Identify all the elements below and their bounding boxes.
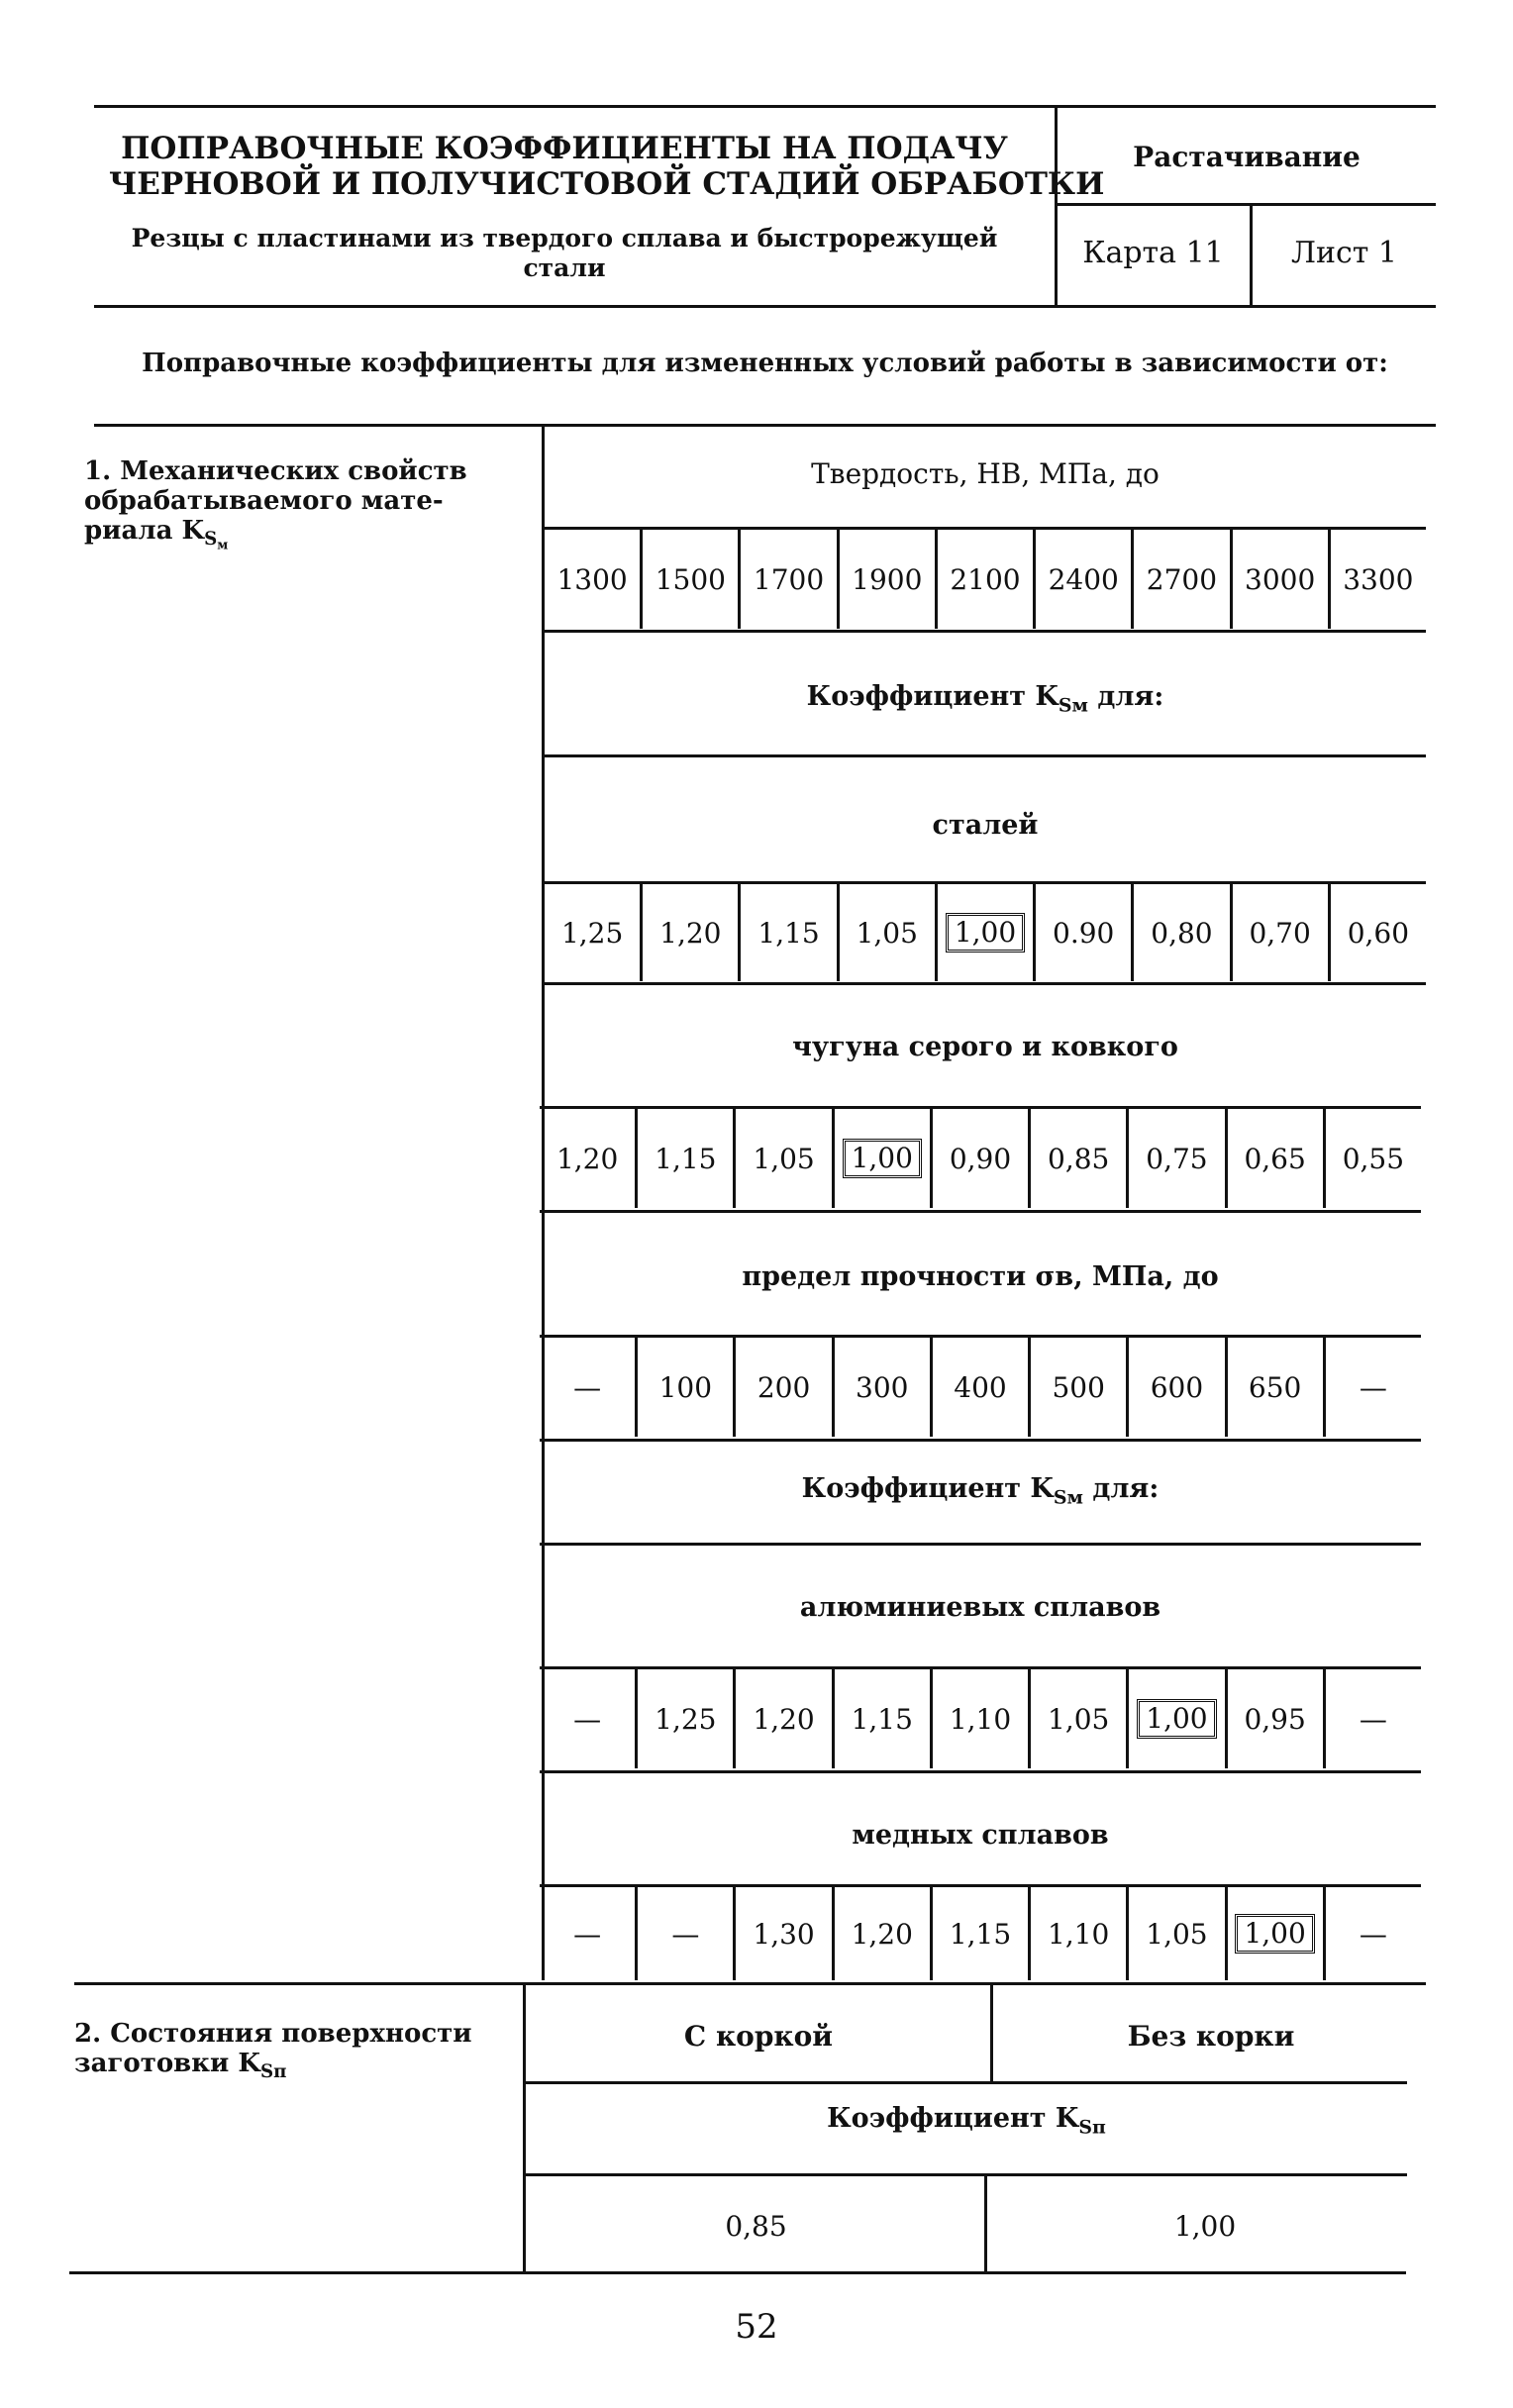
- iron-row: [540, 1109, 1421, 1208]
- section1-label-sub: S: [204, 528, 218, 550]
- hardness-cell: 2400: [1033, 530, 1131, 629]
- section1-bottom-rule: [74, 1982, 1426, 1985]
- section2-value1: 0,85: [725, 2210, 787, 2243]
- hardness-cell: 2700: [1131, 530, 1229, 629]
- hardness-bottom-rule: [545, 630, 1426, 633]
- section2-heading-rule: [526, 2081, 1407, 2084]
- iron-cell: 1,15: [635, 1109, 733, 1208]
- section1-label-line1: 1. Механических свойств: [84, 456, 467, 486]
- iron-cell: 1,20: [555, 1142, 619, 1175]
- strength-cell: 600: [1126, 1338, 1224, 1437]
- coef-heading-suffix: для:: [1097, 681, 1164, 712]
- copper-cell: —: [635, 1887, 733, 1980]
- section2-coef-rule: [526, 2173, 1407, 2176]
- strength-cell: —: [573, 1370, 602, 1404]
- hardness-cell: 2100: [935, 530, 1033, 629]
- sheet-label: Лист 1: [1290, 236, 1398, 270]
- card-label: Карта 11: [1082, 236, 1224, 270]
- copper-cell: 1,05: [1126, 1887, 1224, 1980]
- steel-cell: 0,70: [1230, 884, 1328, 981]
- coef-heading-sub: Sм: [1058, 694, 1088, 717]
- section2-coef-heading: [526, 2103, 1407, 2138]
- aluminum-cell: —: [573, 1702, 602, 1736]
- copper-row: [540, 1887, 1421, 1980]
- aluminum-cell-reference: [1126, 1669, 1224, 1768]
- aluminum-cell: —: [1323, 1669, 1421, 1768]
- coef2-heading-text: Коэффициент K: [801, 1473, 1054, 1504]
- coef2-heading-rule: [540, 1543, 1421, 1546]
- operation-label: Растачивание: [1133, 141, 1361, 173]
- copper-heading: медных сплавов: [852, 1820, 1109, 1851]
- hardness-cell: 3000: [1230, 530, 1328, 629]
- page-number: 52: [735, 2307, 778, 2347]
- section1-label-subsub: м: [217, 538, 229, 553]
- steel-cell: 0,80: [1131, 884, 1229, 981]
- section1-label: [84, 457, 500, 553]
- section2-bottom-rule: [69, 2271, 1406, 2274]
- aluminum-cell: 1,20: [733, 1669, 831, 1768]
- strength-bottom-rule: [540, 1439, 1421, 1442]
- strength-heading: предел прочности σв, МПа, до: [742, 1261, 1219, 1292]
- header-subtitle-line2: стали: [523, 253, 606, 282]
- coef-heading-text: Коэффициент K: [806, 681, 1059, 712]
- coef-heading: [545, 681, 1426, 716]
- aluminum-bottom-rule: [540, 1770, 1421, 1773]
- section2-label-sub: Sп: [259, 2061, 287, 2083]
- steel-cell-reference: [935, 884, 1033, 981]
- iron-cell: 1,05: [733, 1109, 831, 1208]
- copper-cell: 1,10: [1028, 1887, 1126, 1980]
- strength-cell: —: [1323, 1338, 1421, 1437]
- copper-cell: 1,15: [930, 1887, 1028, 1980]
- steel-cell: 1,15: [738, 884, 836, 981]
- aluminum-cell: 1,25: [635, 1669, 733, 1768]
- aluminum-cell: 0,95: [1225, 1669, 1323, 1768]
- header-bottom-rule: [94, 305, 1436, 308]
- iron-cell: 0,90: [930, 1109, 1028, 1208]
- section1-label-line3: риала K: [84, 515, 205, 546]
- strength-cell: 650: [1225, 1338, 1323, 1437]
- iron-cell-reference: [832, 1109, 930, 1208]
- steel-cell: 1,25: [560, 916, 624, 950]
- strength-cell: 300: [832, 1338, 930, 1437]
- reference-box: 1,00: [843, 1139, 922, 1178]
- coef2-heading-suffix: для:: [1092, 1473, 1160, 1504]
- hardness-row: [545, 530, 1426, 629]
- aluminum-cell: 1,15: [832, 1669, 930, 1768]
- section2-col2-heading: Без корки: [1127, 2020, 1295, 2053]
- section2-coef-heading-sub: Sп: [1078, 2116, 1106, 2139]
- header-title-line1: ПОПРАВОЧНЫЕ КОЭФФИЦИЕНТЫ НА ПОДАЧУ: [121, 131, 1008, 166]
- section2-value2: 1,00: [1173, 2210, 1237, 2243]
- steel-heading: сталей: [932, 810, 1039, 841]
- intro-rule: [94, 424, 1436, 427]
- iron-cell: 0,75: [1126, 1109, 1224, 1208]
- iron-cell: 0,85: [1028, 1109, 1126, 1208]
- copper-cell: —: [573, 1917, 602, 1951]
- section2-label: [74, 2020, 510, 2083]
- steel-cell: 0.90: [1033, 884, 1131, 981]
- reference-box: 1,00: [1137, 1699, 1216, 1739]
- copper-cell: —: [1323, 1887, 1421, 1980]
- aluminum-cell: 1,05: [1028, 1669, 1126, 1768]
- strength-row: [540, 1338, 1421, 1437]
- coef-heading-rule: [545, 754, 1426, 757]
- copper-cell: 1,20: [832, 1887, 930, 1980]
- hardness-cell: 1900: [837, 530, 935, 629]
- hardness-cell: 3300: [1328, 530, 1426, 629]
- aluminum-cell: 1,10: [930, 1669, 1028, 1768]
- header-right-rule: [1058, 203, 1436, 206]
- intro-text: Поправочные коэффициенты для измененных условий работы в зависимости от:: [142, 349, 1388, 378]
- header-top-rule: [94, 105, 1436, 108]
- iron-cell: 0,65: [1225, 1109, 1323, 1208]
- reference-box: 1,00: [1235, 1914, 1314, 1954]
- steel-cell: 1,20: [640, 884, 738, 981]
- section2-label-line1: 2. Состояния поверхности: [74, 2019, 472, 2049]
- strength-cell: 100: [635, 1338, 733, 1437]
- copper-cell-reference: [1225, 1887, 1323, 1980]
- hardness-cell: 1500: [640, 530, 738, 629]
- hardness-cell: 1700: [738, 530, 836, 629]
- iron-bottom-rule: [540, 1210, 1421, 1213]
- iron-cell: 0,55: [1323, 1109, 1421, 1208]
- aluminum-row: [540, 1669, 1421, 1768]
- section2-label-line2: заготовки K: [74, 2048, 260, 2078]
- steel-row: [545, 884, 1426, 981]
- strength-cell: 400: [930, 1338, 1028, 1437]
- hardness-cell: 1300: [556, 562, 628, 596]
- strength-cell: 200: [733, 1338, 831, 1437]
- reference-box: 1,00: [946, 913, 1025, 953]
- section2-col1-heading: С коркой: [683, 2020, 834, 2053]
- coef2-heading: [540, 1473, 1421, 1508]
- hardness-heading: Твердость, НВ, МПа, до: [811, 457, 1160, 490]
- section1-label-line2: обрабатываемого мате-: [84, 485, 444, 516]
- steel-cell: 0,60: [1328, 884, 1426, 981]
- steel-cell: 1,05: [837, 884, 935, 981]
- header-title-line2: ЧЕРНОВОЙ И ПОЛУЧИСТОВОЙ СТАДИЙ ОБРАБОТКИ: [109, 166, 1105, 202]
- header-subtitle-line1: Резцы с пластинами из твердого сплава и быстрорежущей: [131, 224, 998, 252]
- aluminum-heading: алюминиевых сплавов: [799, 1592, 1161, 1623]
- section2-coef-heading-text: Коэффициент K: [827, 2103, 1079, 2134]
- iron-heading: чугуна серого и ковкого: [792, 1032, 1178, 1062]
- steel-bottom-rule: [545, 982, 1426, 985]
- coef2-heading-sub: Sм: [1053, 1486, 1083, 1509]
- copper-cell: 1,30: [733, 1887, 831, 1980]
- strength-cell: 500: [1028, 1338, 1126, 1437]
